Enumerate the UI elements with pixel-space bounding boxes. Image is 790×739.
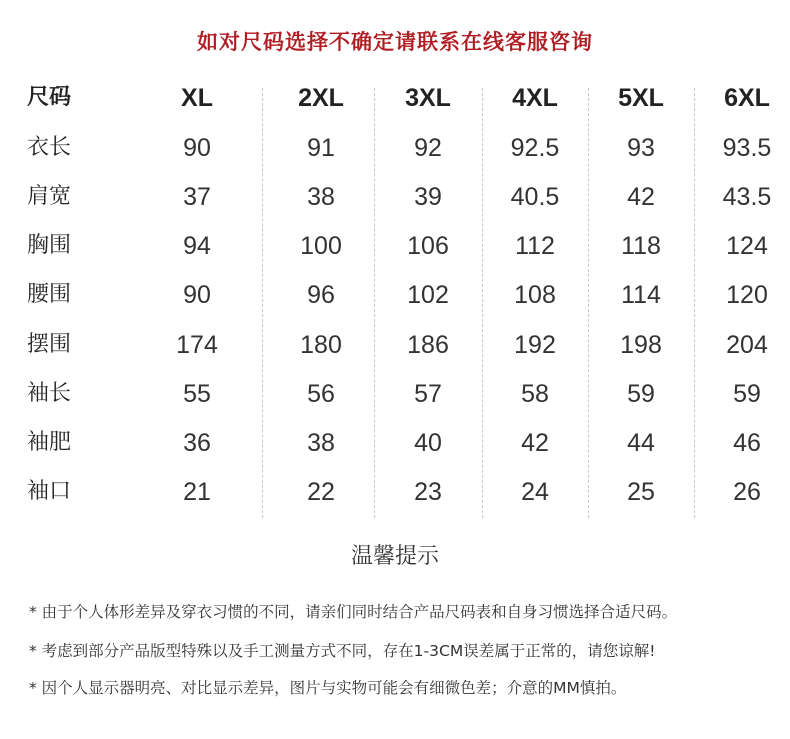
table-cell: 108: [514, 281, 556, 309]
measurement-label: 衣长: [27, 135, 72, 160]
size-header: 2XL: [298, 84, 344, 112]
tip-item: * 因个人显示器明亮、对比显示差异，图片与实物可能会有细微色差；介意的MM慎拍。: [29, 679, 627, 697]
table-row: [0, 128, 790, 168]
measurement-label: 胸围: [27, 233, 72, 258]
size-table: [0, 78, 790, 523]
table-cell: 174: [176, 331, 218, 359]
size-notice: 如对尺码选择不确定请联系在线客服咨询: [197, 30, 593, 54]
table-cell: 198: [620, 331, 662, 359]
table-cell: 91: [307, 134, 335, 162]
table-cell: 42: [521, 429, 549, 457]
table-cell: 23: [414, 478, 442, 506]
table-cell: 42: [627, 183, 655, 211]
table-cell: 114: [621, 281, 661, 309]
table-header-row: [0, 78, 790, 118]
table-cell: 44: [627, 429, 655, 457]
table-cell: 92.5: [510, 134, 560, 162]
table-cell: 39: [414, 183, 442, 211]
table-cell: 59: [627, 380, 655, 408]
table-cell: 59: [733, 380, 761, 408]
measurement-label: 袖长: [27, 381, 72, 406]
table-cell: 204: [726, 331, 768, 359]
table-cell: 192: [514, 331, 556, 359]
measurement-label: 摆围: [27, 332, 72, 357]
table-cell: 38: [307, 429, 335, 457]
tips-title: 温馨提示: [350, 544, 439, 569]
table-cell: 94: [183, 232, 211, 260]
size-header: XL: [181, 84, 213, 112]
table-cell: 112: [515, 232, 555, 260]
table-row: [0, 374, 790, 414]
table-row: [0, 325, 790, 365]
table-cell: 96: [307, 281, 335, 309]
table-cell: 26: [733, 478, 761, 506]
table-cell: 57: [414, 380, 442, 408]
table-cell: 55: [183, 380, 211, 408]
table-row: [0, 177, 790, 217]
table-cell: 22: [307, 478, 335, 506]
table-cell: 124: [726, 232, 768, 260]
size-header: 4XL: [512, 84, 558, 112]
measurement-label: 肩宽: [27, 184, 72, 209]
table-row: [0, 423, 790, 463]
header-label: 尺码: [27, 85, 72, 110]
measurement-label: 袖肥: [27, 430, 72, 455]
table-cell: 43.5: [722, 183, 772, 211]
table-cell: 25: [627, 478, 655, 506]
tip-item: * 由于个人体形差异及穿衣习惯的不同，请亲们同时结合产品尺码表和自身习惯选择合适尺码。: [29, 603, 678, 621]
table-cell: 92: [414, 134, 442, 162]
table-cell: 90: [183, 281, 211, 309]
table-cell: 100: [300, 232, 342, 260]
size-header: 5XL: [618, 84, 664, 112]
size-header: 3XL: [405, 84, 451, 112]
table-row: [0, 226, 790, 266]
table-cell: 58: [521, 380, 549, 408]
table-cell: 186: [407, 331, 449, 359]
table-cell: 38: [307, 183, 335, 211]
table-row: [0, 275, 790, 315]
table-cell: 180: [300, 331, 342, 359]
table-cell: 93: [627, 134, 655, 162]
tip-item: * 考虑到部分产品版型特殊以及手工测量方式不同，存在1-3CM误差属于正常的，请您谅解!: [29, 642, 656, 660]
table-cell: 56: [307, 380, 335, 408]
table-cell: 90: [183, 134, 211, 162]
table-cell: 46: [733, 429, 761, 457]
table-cell: 102: [407, 281, 449, 309]
size-header: 6XL: [724, 84, 770, 112]
table-cell: 37: [183, 183, 211, 211]
measurement-label: 腰围: [27, 282, 72, 307]
table-cell: 93.5: [722, 134, 772, 162]
table-cell: 106: [407, 232, 449, 260]
table-cell: 21: [183, 478, 211, 506]
measurement-label: 袖口: [27, 479, 72, 504]
table-cell: 118: [621, 232, 661, 260]
table-cell: 40: [414, 429, 442, 457]
table-cell: 120: [726, 281, 768, 309]
table-row: [0, 472, 790, 512]
table-cell: 36: [183, 429, 211, 457]
table-cell: 40.5: [510, 183, 560, 211]
table-cell: 24: [521, 478, 549, 506]
